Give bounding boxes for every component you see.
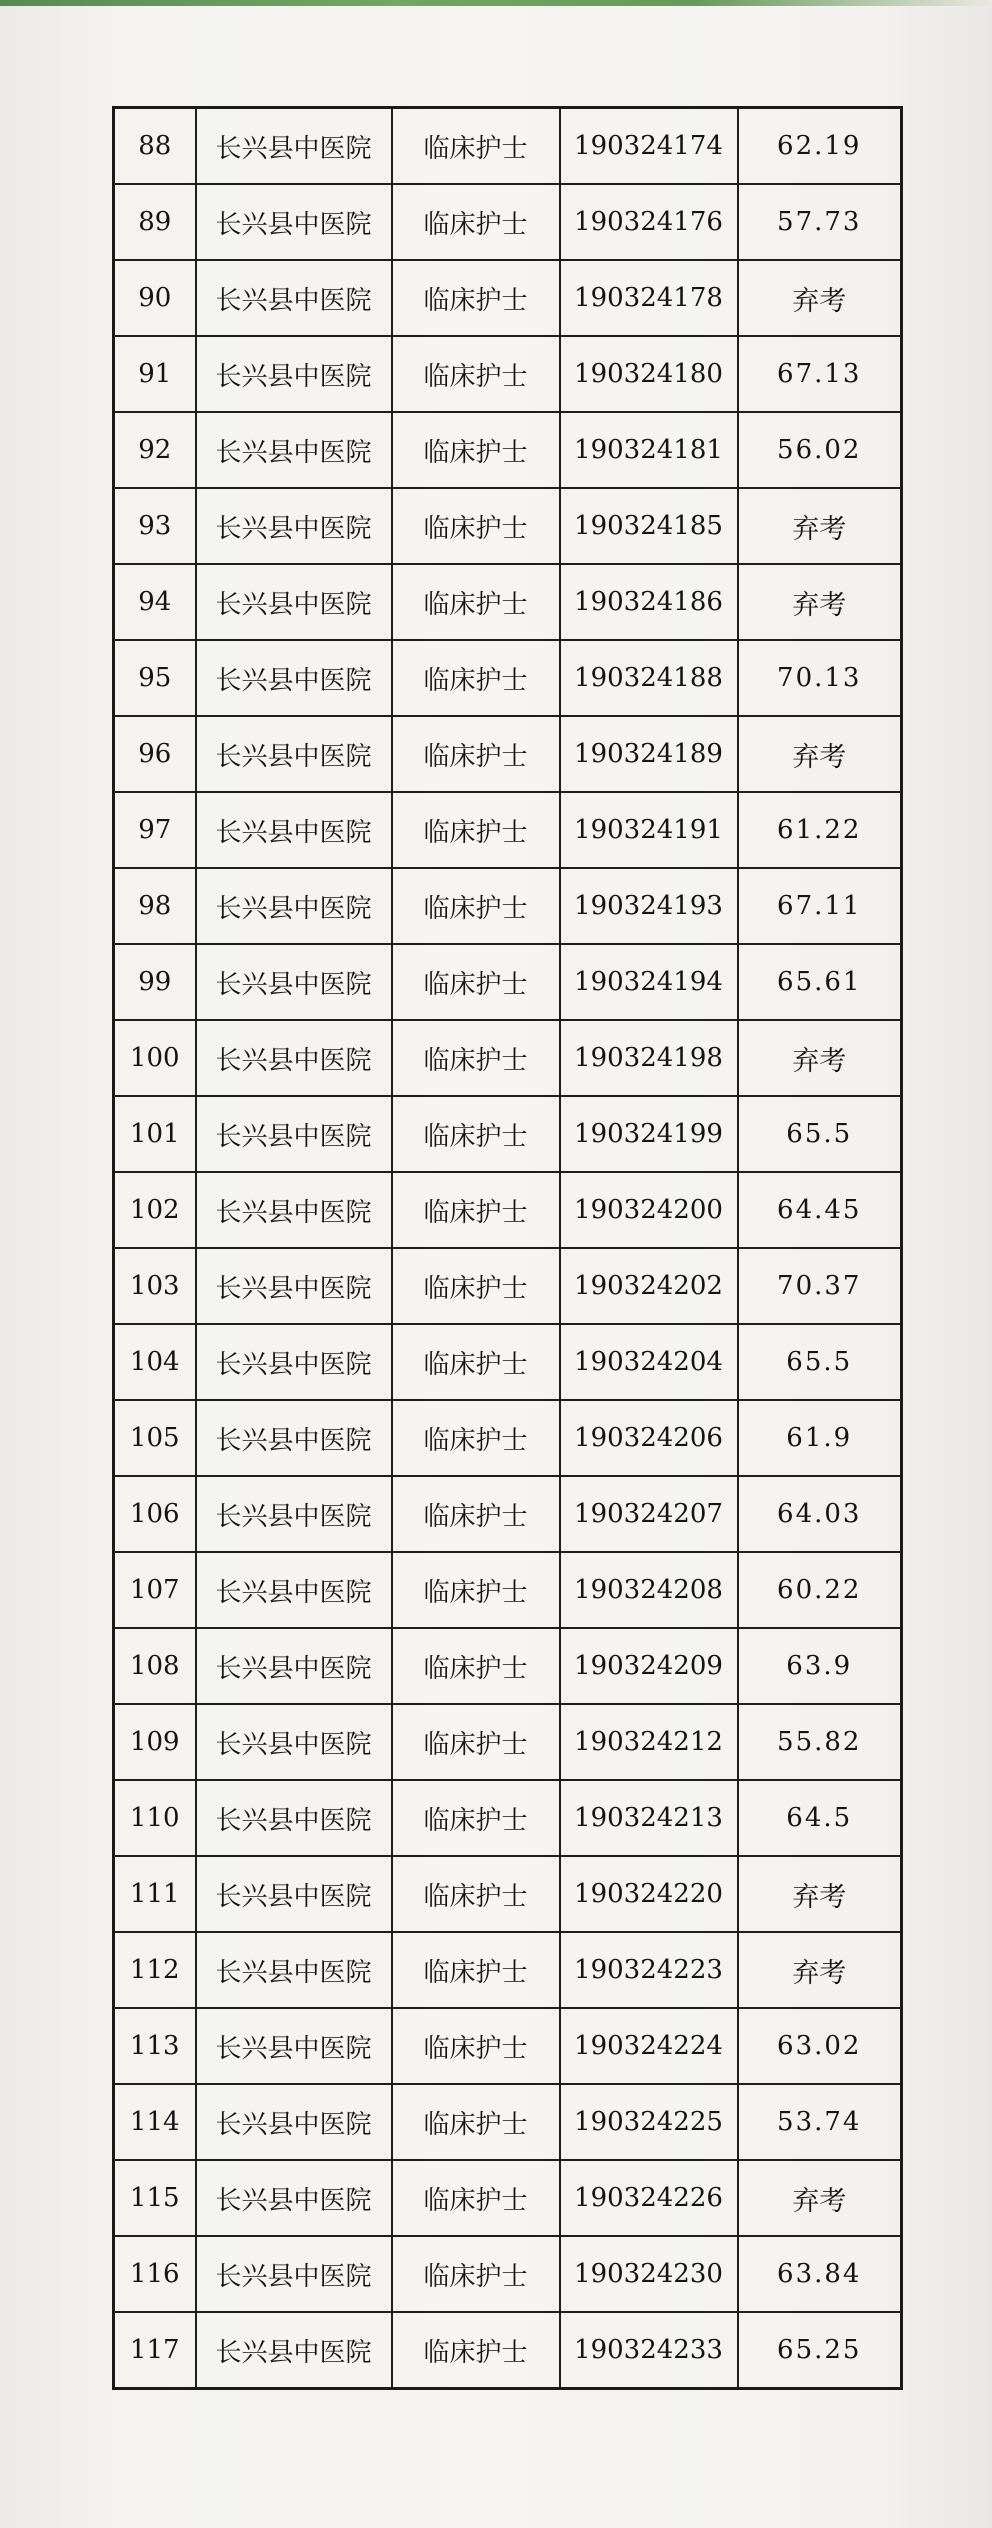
ticket-number-cell: 190324209	[560, 1628, 738, 1704]
row-number-cell: 91	[114, 336, 196, 412]
unit-cell: 长兴县中医院	[196, 640, 392, 716]
post-cell: 临床护士	[392, 1400, 560, 1476]
score-cell: 64.03	[738, 1476, 902, 1552]
ticket-number-cell: 190324224	[560, 2008, 738, 2084]
unit-cell: 长兴县中医院	[196, 1476, 392, 1552]
unit-cell: 长兴县中医院	[196, 336, 392, 412]
ticket-number-cell: 190324199	[560, 1096, 738, 1172]
post-cell: 临床护士	[392, 868, 560, 944]
table-row	[114, 1400, 902, 1476]
post-cell: 临床护士	[392, 2160, 560, 2236]
row-number-cell: 97	[114, 792, 196, 868]
table-row	[114, 336, 902, 412]
row-number-cell: 88	[114, 108, 196, 185]
row-number-cell: 103	[114, 1248, 196, 1324]
ticket-number-cell: 190324189	[560, 716, 738, 792]
ticket-number-cell: 190324181	[560, 412, 738, 488]
score-cell: 61.9	[738, 1400, 902, 1476]
post-cell: 临床护士	[392, 1476, 560, 1552]
ticket-number-cell: 190324194	[560, 944, 738, 1020]
table-row	[114, 564, 902, 640]
post-cell: 临床护士	[392, 944, 560, 1020]
unit-cell: 长兴县中医院	[196, 1172, 392, 1248]
table-row	[114, 792, 902, 868]
row-number-cell: 90	[114, 260, 196, 336]
table-row	[114, 108, 902, 185]
row-number-cell: 114	[114, 2084, 196, 2160]
table-row	[114, 2008, 902, 2084]
post-cell: 临床护士	[392, 1628, 560, 1704]
score-cell: 65.5	[738, 1096, 902, 1172]
table-row	[114, 1856, 902, 1932]
score-cell: 56.02	[738, 412, 902, 488]
post-cell: 临床护士	[392, 260, 560, 336]
unit-cell: 长兴县中医院	[196, 1324, 392, 1400]
post-cell: 临床护士	[392, 2008, 560, 2084]
ticket-number-cell: 190324186	[560, 564, 738, 640]
unit-cell: 长兴县中医院	[196, 488, 392, 564]
unit-cell: 长兴县中医院	[196, 2312, 392, 2389]
post-cell: 临床护士	[392, 108, 560, 185]
unit-cell: 长兴县中医院	[196, 944, 392, 1020]
ticket-number-cell: 190324225	[560, 2084, 738, 2160]
table-row	[114, 2312, 902, 2389]
table-row	[114, 1172, 902, 1248]
unit-cell: 长兴县中医院	[196, 868, 392, 944]
row-number-cell: 109	[114, 1704, 196, 1780]
table-row	[114, 868, 902, 944]
ticket-number-cell: 190324193	[560, 868, 738, 944]
ticket-number-cell: 190324198	[560, 1020, 738, 1096]
table-row	[114, 1704, 902, 1780]
score-cell: 弃考	[738, 488, 902, 564]
score-cell: 弃考	[738, 1020, 902, 1096]
row-number-cell: 115	[114, 2160, 196, 2236]
post-cell: 临床护士	[392, 1172, 560, 1248]
unit-cell: 长兴县中医院	[196, 1020, 392, 1096]
score-cell: 70.37	[738, 1248, 902, 1324]
row-number-cell: 117	[114, 2312, 196, 2389]
ticket-number-cell: 190324200	[560, 1172, 738, 1248]
ticket-number-cell: 190324178	[560, 260, 738, 336]
score-cell: 67.11	[738, 868, 902, 944]
unit-cell: 长兴县中医院	[196, 1400, 392, 1476]
row-number-cell: 108	[114, 1628, 196, 1704]
post-cell: 临床护士	[392, 1704, 560, 1780]
unit-cell: 长兴县中医院	[196, 1628, 392, 1704]
post-cell: 临床护士	[392, 412, 560, 488]
ticket-number-cell: 190324188	[560, 640, 738, 716]
ticket-number-cell: 190324202	[560, 1248, 738, 1324]
ticket-number-cell: 190324207	[560, 1476, 738, 1552]
post-cell: 临床护士	[392, 1552, 560, 1628]
ticket-number-cell: 190324176	[560, 184, 738, 260]
table-row	[114, 1780, 902, 1856]
row-number-cell: 111	[114, 1856, 196, 1932]
score-cell: 53.74	[738, 2084, 902, 2160]
score-cell: 弃考	[738, 716, 902, 792]
unit-cell: 长兴县中医院	[196, 2084, 392, 2160]
ticket-number-cell: 190324233	[560, 2312, 738, 2389]
post-cell: 临床护士	[392, 1096, 560, 1172]
score-cell: 弃考	[738, 1856, 902, 1932]
row-number-cell: 95	[114, 640, 196, 716]
score-cell: 65.25	[738, 2312, 902, 2389]
table-row	[114, 640, 902, 716]
unit-cell: 长兴县中医院	[196, 2160, 392, 2236]
score-cell: 64.5	[738, 1780, 902, 1856]
row-number-cell: 96	[114, 716, 196, 792]
row-number-cell: 89	[114, 184, 196, 260]
score-cell: 70.13	[738, 640, 902, 716]
score-cell: 55.82	[738, 1704, 902, 1780]
post-cell: 临床护士	[392, 336, 560, 412]
score-cell: 60.22	[738, 1552, 902, 1628]
score-cell: 61.22	[738, 792, 902, 868]
ticket-number-cell: 190324213	[560, 1780, 738, 1856]
score-cell: 63.02	[738, 2008, 902, 2084]
table-row	[114, 1020, 902, 1096]
ticket-number-cell: 190324212	[560, 1704, 738, 1780]
table-row	[114, 944, 902, 1020]
post-cell: 临床护士	[392, 1780, 560, 1856]
row-number-cell: 113	[114, 2008, 196, 2084]
score-cell: 弃考	[738, 564, 902, 640]
post-cell: 临床护士	[392, 2084, 560, 2160]
table-row	[114, 1628, 902, 1704]
unit-cell: 长兴县中医院	[196, 1932, 392, 2008]
score-cell: 弃考	[738, 260, 902, 336]
unit-cell: 长兴县中医院	[196, 564, 392, 640]
post-cell: 临床护士	[392, 1020, 560, 1096]
post-cell: 临床护士	[392, 2236, 560, 2312]
row-number-cell: 110	[114, 1780, 196, 1856]
ticket-number-cell: 190324206	[560, 1400, 738, 1476]
table-row	[114, 2236, 902, 2312]
table-row	[114, 1248, 902, 1324]
score-cell: 65.5	[738, 1324, 902, 1400]
unit-cell: 长兴县中医院	[196, 792, 392, 868]
unit-cell: 长兴县中医院	[196, 1704, 392, 1780]
post-cell: 临床护士	[392, 1248, 560, 1324]
score-cell: 64.45	[738, 1172, 902, 1248]
unit-cell: 长兴县中医院	[196, 716, 392, 792]
row-number-cell: 106	[114, 1476, 196, 1552]
ticket-number-cell: 190324226	[560, 2160, 738, 2236]
score-cell: 弃考	[738, 1932, 902, 2008]
unit-cell: 长兴县中医院	[196, 1096, 392, 1172]
table-row	[114, 488, 902, 564]
ticket-number-cell: 190324204	[560, 1324, 738, 1400]
unit-cell: 长兴县中医院	[196, 1856, 392, 1932]
table-row	[114, 716, 902, 792]
ticket-number-cell: 190324220	[560, 1856, 738, 1932]
table-row	[114, 260, 902, 336]
table-body	[114, 108, 902, 2389]
unit-cell: 长兴县中医院	[196, 1248, 392, 1324]
post-cell: 临床护士	[392, 1856, 560, 1932]
score-table	[112, 106, 903, 2390]
post-cell: 临床护士	[392, 184, 560, 260]
row-number-cell: 101	[114, 1096, 196, 1172]
ticket-number-cell: 190324191	[560, 792, 738, 868]
table-row	[114, 1552, 902, 1628]
post-cell: 临床护士	[392, 2312, 560, 2389]
post-cell: 临床护士	[392, 792, 560, 868]
score-cell: 65.61	[738, 944, 902, 1020]
row-number-cell: 107	[114, 1552, 196, 1628]
post-cell: 临床护士	[392, 1932, 560, 2008]
row-number-cell: 93	[114, 488, 196, 564]
score-cell: 弃考	[738, 2160, 902, 2236]
table-row	[114, 184, 902, 260]
table-row	[114, 1096, 902, 1172]
unit-cell: 长兴县中医院	[196, 108, 392, 185]
table-row	[114, 1932, 902, 2008]
unit-cell: 长兴县中医院	[196, 1552, 392, 1628]
unit-cell: 长兴县中医院	[196, 260, 392, 336]
row-number-cell: 94	[114, 564, 196, 640]
unit-cell: 长兴县中医院	[196, 2236, 392, 2312]
row-number-cell: 116	[114, 2236, 196, 2312]
top-edge-strip	[0, 0, 992, 6]
unit-cell: 长兴县中医院	[196, 2008, 392, 2084]
ticket-number-cell: 190324208	[560, 1552, 738, 1628]
unit-cell: 长兴县中医院	[196, 412, 392, 488]
unit-cell: 长兴县中医院	[196, 1780, 392, 1856]
table-row	[114, 2160, 902, 2236]
post-cell: 临床护士	[392, 564, 560, 640]
score-cell: 62.19	[738, 108, 902, 185]
row-number-cell: 99	[114, 944, 196, 1020]
row-number-cell: 98	[114, 868, 196, 944]
score-cell: 63.9	[738, 1628, 902, 1704]
row-number-cell: 112	[114, 1932, 196, 2008]
table-row	[114, 1476, 902, 1552]
unit-cell: 长兴县中医院	[196, 184, 392, 260]
post-cell: 临床护士	[392, 716, 560, 792]
row-number-cell: 105	[114, 1400, 196, 1476]
ticket-number-cell: 190324185	[560, 488, 738, 564]
row-number-cell: 100	[114, 1020, 196, 1096]
ticket-number-cell: 190324180	[560, 336, 738, 412]
post-cell: 临床护士	[392, 1324, 560, 1400]
post-cell: 临床护士	[392, 488, 560, 564]
score-cell: 63.84	[738, 2236, 902, 2312]
row-number-cell: 92	[114, 412, 196, 488]
ticket-number-cell: 190324223	[560, 1932, 738, 2008]
score-cell: 67.13	[738, 336, 902, 412]
post-cell: 临床护士	[392, 640, 560, 716]
row-number-cell: 104	[114, 1324, 196, 1400]
table-row	[114, 2084, 902, 2160]
ticket-number-cell: 190324230	[560, 2236, 738, 2312]
score-cell: 57.73	[738, 184, 902, 260]
table-row	[114, 1324, 902, 1400]
row-number-cell: 102	[114, 1172, 196, 1248]
table-row	[114, 412, 902, 488]
ticket-number-cell: 190324174	[560, 108, 738, 185]
